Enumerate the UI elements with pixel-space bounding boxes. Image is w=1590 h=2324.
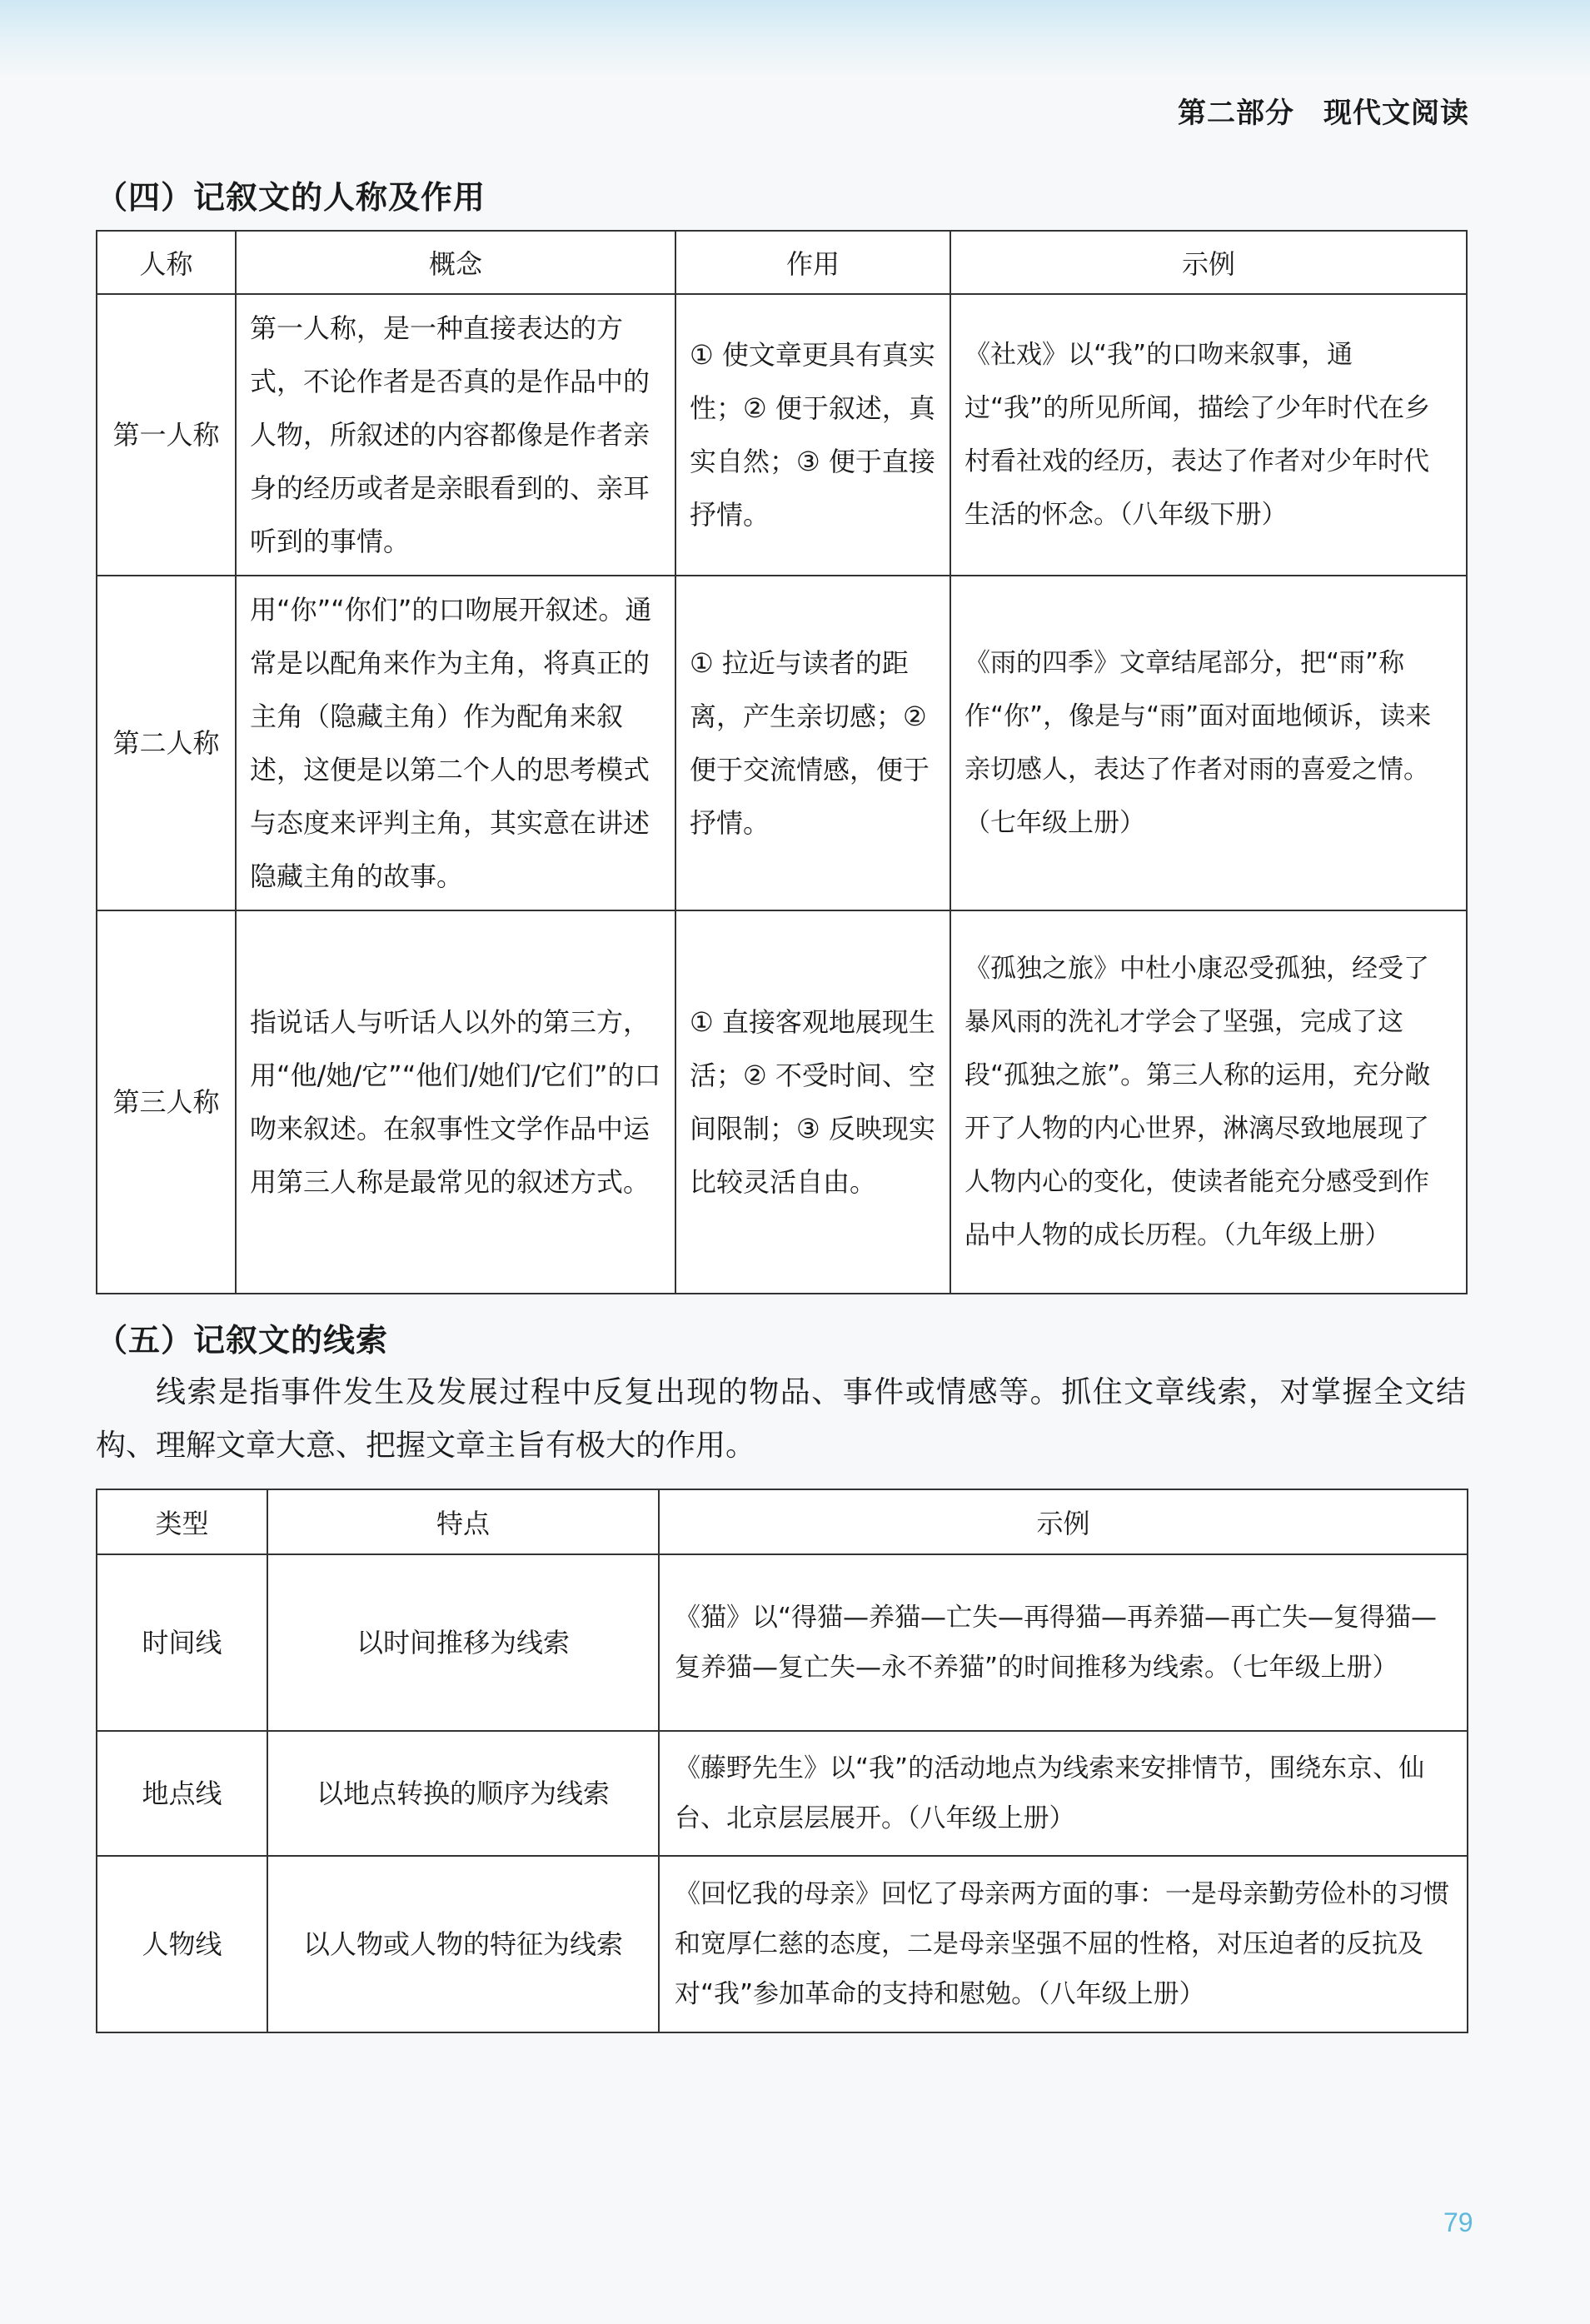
header-effect: 作用 [675,231,950,294]
person-example: 《孤独之旅》中杜小康忍受孤独，经受了暴风雨的洗礼才学会了坚强，完成了这段“孤独之旅”。第三人称的运用，充分敞开了人物的内心世界，淋漓尽致地展现了人物内心的变化，使读者能充分感受到作品中人物的成长历程。（九年级上册） [950,910,1467,1294]
clue-example: 《猫》以“得猫—养猫—亡失—再得猫—再养猫—再亡失—复得猫—复养猫—复亡失—永不养猫”的时间推移为线索。（七年级上册） [659,1554,1468,1731]
clue-type: 人物线 [97,1856,267,2032]
person-effect: ① 直接客观地展现生活；② 不受时间、空间限制；③ 反映现实比较灵活自由。 [675,910,950,1294]
header-example: 示例 [950,231,1467,294]
person-concept: 用“你”“你们”的口吻展开叙述。通常是以配角来作为主角，将真正的主角（隐藏主角）作为配角来叙述，这便是以第二个人的思考模式与态度来评判主角，其实意在讲述隐藏主角的故事。 [236,576,675,910]
clue-table [96,1489,1468,2033]
section-4-title: （四）记叙文的人称及作用 [96,179,486,216]
running-header: 第二部分 现代文阅读 [1178,97,1469,130]
header-type: 类型 [97,1489,267,1554]
page-number: 79 [1443,2207,1473,2237]
person-effect: ① 拉近与读者的距离，产生亲切感；② 便于交流情感，便于抒情。 [675,576,950,910]
clue-feature: 以时间推移为线索 [267,1554,659,1731]
table-row [97,1731,1468,1856]
section-5-title: （五）记叙文的线索 [96,1322,389,1359]
table-row [97,910,1467,1294]
person-name: 第二人称 [97,576,236,910]
person-table [96,230,1468,1294]
person-concept: 指说话人与听话人以外的第三方，用“他/她/它”“他们/她们/它们”的口吻来叙述。在叙事性文学作品中运用第三人称是最常见的叙述方式。 [236,910,675,1294]
clue-feature: 以人物或人物的特征为线索 [267,1856,659,2032]
table-header-row [97,1489,1468,1554]
header-feature: 特点 [267,1489,659,1554]
clue-feature: 以地点转换的顺序为线索 [267,1731,659,1856]
clue-example: 《藤野先生》以“我”的活动地点为线索来安排情节，围绕东京、仙台、北京层层展开。（八年级上册） [659,1731,1468,1856]
header-person: 人称 [97,231,236,294]
clue-intro: 线索是指事件发生及发展过程中反复出现的物品、事件或情感等。抓住文章线索，对掌握全文结构、理解文章大意、把握文章主旨有极大的作用。 [96,1375,1466,1463]
person-name: 第三人称 [97,910,236,1294]
table-row [97,1856,1468,2032]
table-row [97,294,1467,576]
table-header-row [97,231,1467,294]
person-example: 《雨的四季》文章结尾部分，把“雨”称作“你”，像是与“雨”面对面地倾诉，读来亲切感人，表达了作者对雨的喜爱之情。（七年级上册） [950,576,1467,910]
person-name: 第一人称 [97,294,236,576]
table-row [97,576,1467,910]
header-concept: 概念 [236,231,675,294]
table-row [97,1554,1468,1731]
header-example: 示例 [659,1489,1468,1554]
clue-type: 地点线 [97,1731,267,1856]
header-band [0,0,1590,79]
clue-type: 时间线 [97,1554,267,1731]
person-concept: 第一人称，是一种直接表达的方式，不论作者是否真的是作品中的人物，所叙述的内容都像是作者亲身的经历或者是亲眼看到的、亲耳听到的事情。 [236,294,675,576]
clue-example: 《回忆我的母亲》回忆了母亲两方面的事：一是母亲勤劳俭朴的习惯和宽厚仁慈的态度，二是母亲坚强不屈的性格，对压迫者的反抗及对“我”参加革命的支持和慰勉。（八年级上册） [659,1856,1468,2032]
person-effect: ① 使文章更具有真实性；② 便于叙述，真实自然；③ 便于直接抒情。 [675,294,950,576]
person-example: 《社戏》以“我”的口吻来叙事，通过“我”的所见所闻，描绘了少年时代在乡村看社戏的经历，表达了作者对少年时代生活的怀念。（八年级下册） [950,294,1467,576]
